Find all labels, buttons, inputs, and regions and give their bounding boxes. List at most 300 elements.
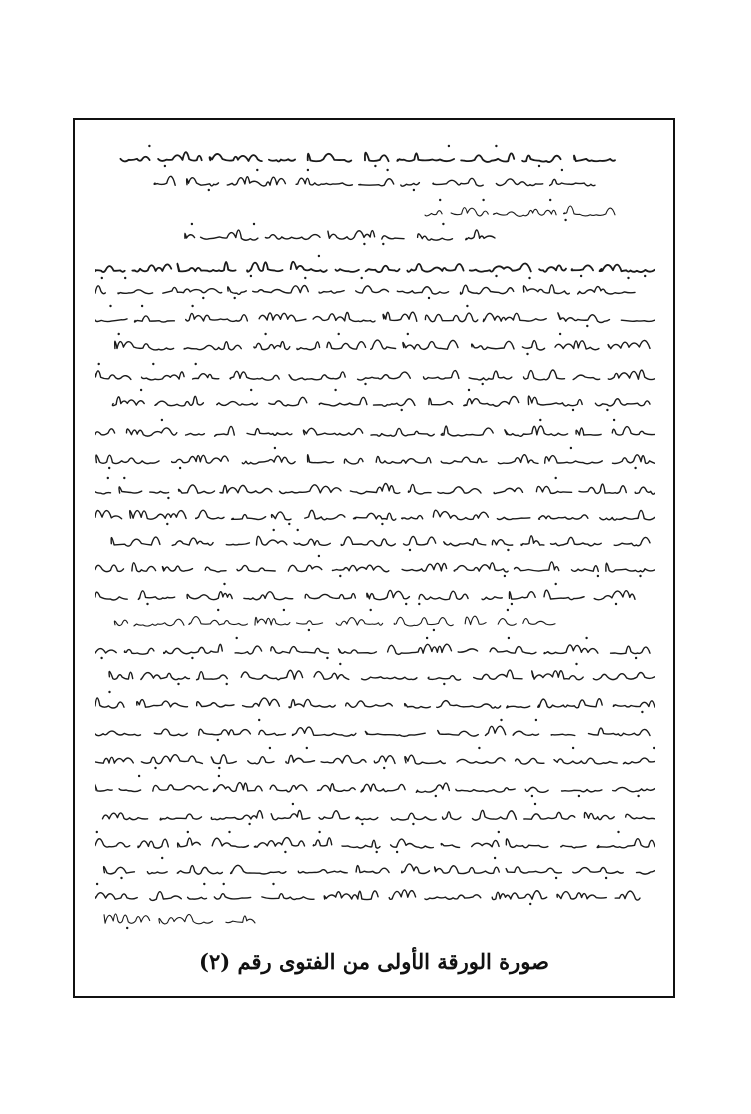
diacritic-dot [306,747,308,749]
handwriting-stroke [269,397,307,406]
handwriting-stroke [402,516,423,519]
handwriting-stroke [505,426,568,436]
handwriting-stroke [611,646,650,654]
handwriting-stroke [95,784,112,792]
handwriting-stroke [241,670,302,680]
handwriting-stroke [376,456,431,463]
handwriting-stroke [506,867,561,873]
handwriting-stroke [456,788,515,792]
diacritic-dot [107,477,109,479]
handwriting-stroke [297,621,323,625]
diacritic-dot [164,165,166,167]
handwriting-stroke [558,313,610,323]
handwriting-stroke [600,265,655,272]
handwriting-stroke [469,371,512,380]
handwriting-stroke [244,592,293,600]
diacritic-dot [138,775,140,777]
handwriting-stroke [525,787,548,792]
handwriting-stroke [134,619,184,626]
handwriting-stroke [141,673,190,680]
handwriting-stroke [536,486,571,493]
diacritic-dot [120,877,122,879]
handwriting-stroke [562,790,602,792]
handwriting-stroke [319,811,349,819]
diacritic-dot [264,333,266,335]
diacritic-dot [405,603,407,605]
handwriting-stroke [606,563,655,572]
handwriting-stroke [563,206,615,216]
handwriting-stroke [600,510,655,520]
diacritic-dot [258,719,260,721]
handwriting-stroke [472,840,499,846]
handwriting-stroke [305,594,355,599]
diacritic-dot [578,795,580,797]
handwriting-stroke [593,672,655,679]
handwriting-stroke [95,592,127,600]
handwriting-stroke [209,154,261,161]
diacritic-dot [442,223,444,225]
handwriting-stroke [573,375,600,379]
diacritic-dot [361,823,363,825]
handwriting-stroke [635,487,655,494]
handwriting-stroke [269,159,295,161]
handwriting-stroke [291,262,327,272]
diacritic-dot [140,389,142,391]
handwriting-stroke [172,538,213,545]
diacritic-dot [507,609,509,611]
handwriting-stroke [164,644,223,653]
diacritic-dot [508,637,510,639]
handwriting-stroke [189,617,248,626]
handwriting-stroke [138,591,174,600]
handwriting-stroke [416,783,449,792]
handwriting-stroke [523,619,555,625]
handwriting-stroke [255,617,290,625]
handwriting-stroke [313,312,375,322]
diacritic-dot [218,775,220,777]
diacritic-dot [538,165,540,167]
handwriting-stroke [248,757,274,764]
handwriting-stroke [391,813,436,820]
diacritic-dot [644,275,646,277]
diacritic-dot [274,447,276,449]
handwriting-stroke [405,755,445,764]
handwriting-stroke [154,729,187,736]
handwriting-stroke [95,371,131,380]
handwriting-stroke [259,313,306,321]
diacritic-dot [466,305,468,307]
diacritic-dot [617,831,619,833]
handwriting-stroke [305,510,345,519]
diacritic-dot [96,883,98,885]
diacritic-dot [376,851,378,853]
handwriting-stroke [296,178,352,185]
handwriting-stroke [482,597,502,600]
handwriting-stroke [96,455,159,464]
handwriting-stroke [211,811,262,820]
diacritic-dot [418,603,420,605]
handwriting-stroke [232,515,266,520]
diacritic-dot [531,795,533,797]
handwriting-stroke [494,488,522,494]
handwriting-stroke [438,487,481,494]
handwriting-stroke [584,812,614,819]
handwriting-stroke [538,699,602,708]
handwriting-stroke [197,672,228,680]
diacritic-dot [195,363,197,365]
page-frame [73,118,675,998]
handwriting-stroke [371,428,434,436]
diacritic-dot [478,747,480,749]
diacritic-dot [187,831,189,833]
diacritic-dot [504,575,506,577]
handwriting-stroke [262,894,314,900]
diacritic-dot [572,409,574,411]
diacritic-dot [208,189,210,191]
diacritic-dot [407,333,409,335]
handwriting-stroke [356,866,389,873]
handwriting-stroke [419,591,468,599]
handwriting-stroke [95,266,125,272]
handwriting-stroke [371,340,396,349]
handwriting-stroke [247,262,282,271]
diacritic-dot [202,297,204,299]
handwriting-stroke [342,840,380,848]
handwriting-stroke [405,704,431,708]
diacritic-dot [141,305,143,307]
diacritic-dot [500,719,502,721]
handwriting-stroke [425,313,477,322]
handwriting-stroke [177,262,235,271]
diacritic-dot [428,297,430,299]
handwriting-stroke [594,591,635,600]
diacritic-dot [226,683,228,685]
handwriting-stroke [127,428,177,436]
diacritic-dot [555,583,557,585]
diacritic-dot [177,683,179,685]
handwriting-stroke [544,590,584,599]
handwriting-stroke [328,231,375,240]
diacritic-dot [154,767,156,769]
diacritic-dot [339,663,341,665]
handwriting-stroke [522,341,544,350]
handwriting-stroke [444,539,486,546]
diacritic-dot [269,747,271,749]
diacritic-dot [381,523,383,525]
diacritic-dot [627,277,629,279]
handwriting-stroke [626,814,655,819]
handwriting-stroke [490,647,536,654]
diacritic-dot [339,575,341,577]
handwriting-stroke [524,370,565,380]
handwriting-stroke [95,731,141,736]
diacritic-dot [526,353,528,355]
handwriting-stroke [303,428,362,435]
handwriting-stroke [259,730,286,735]
handwriting-stroke [555,341,599,350]
diacritic-dot [288,523,290,525]
handwriting-stroke [220,485,272,493]
handwriting-stroke [441,844,459,848]
diacritic-dot [409,549,411,551]
diacritic-dot [361,277,363,279]
diacritic-dot [382,243,384,245]
handwriting-stroke [95,319,127,322]
diacritic-dot [494,857,496,859]
page-caption: صورة الورقة الأولى من الفتوى رقم (٢) [199,949,549,974]
handwriting-stroke [407,264,463,272]
handwriting-stroke [539,515,588,519]
handwriting-stroke [292,727,356,736]
diacritic-dot [161,419,163,421]
handwriting-stroke [509,592,535,599]
handwriting-stroke [254,838,304,848]
handwriting-stroke [496,179,542,186]
handwriting-stroke [160,814,201,820]
handwriting-stroke [104,914,150,923]
diacritic-dot [108,691,110,693]
handwriting-stroke [120,157,149,162]
diacritic-dot [318,555,320,557]
handwriting-stroke [147,872,167,874]
handwriting-stroke [623,758,655,764]
handwriting-stroke [397,153,454,161]
handwriting-stroke [428,676,460,680]
diacritic-dot [148,145,150,147]
diacritic-dot [555,477,557,479]
handwriting-stroke [524,812,575,819]
handwriting-stroke [103,813,148,820]
handwriting-stroke [383,312,417,321]
handwriting-stroke [358,372,411,380]
diacritic-dot [363,243,365,245]
diacritic-dot [217,739,219,741]
diacritic-dot [334,389,336,391]
handwriting-stroke [613,701,655,707]
handwriting-stroke [187,178,219,186]
handwriting-stroke [132,264,171,271]
diacritic-dot [118,333,120,335]
handwriting-stroke [551,537,602,546]
handwriting-stroke [95,492,111,494]
handwriting-stroke [425,211,442,216]
handwriting-stroke [507,706,530,708]
handwriting-stroke [242,456,295,464]
handwriting-stroke [155,396,204,406]
handwriting-stroke [237,565,275,571]
handwriting-stroke [532,671,584,680]
handwriting-stroke [485,726,505,735]
handwriting-stroke [119,487,142,493]
diacritic-dot [495,275,497,277]
handwriting-stroke [184,342,241,350]
diacritic-dot [641,711,643,713]
diacritic-dot [217,609,219,611]
handwriting-stroke [341,537,395,546]
diacritic-dot [511,603,513,605]
handwriting-stroke [228,287,247,294]
diacritic-dot [248,823,250,825]
diacritic-dot [597,575,599,577]
diacritic-dot [109,305,111,307]
handwriting-stroke [551,734,575,735]
handwriting-stroke [425,895,481,900]
handwriting-stroke [186,433,205,435]
diacritic-dot [284,851,286,853]
diacritic-dot [635,657,637,659]
handwriting-stroke [154,176,175,185]
handwriting-stroke [253,285,309,293]
diacritic-dot [234,297,236,299]
handwriting-stroke [492,540,512,546]
handwriting-stroke [365,153,389,162]
handwriting-stroke [544,645,598,654]
handwriting-stroke [95,286,105,294]
diacritic-dot [561,169,563,171]
handwriting-stroke [211,755,236,764]
handwritten-manuscript [95,142,655,932]
diacritic-dot [439,199,441,201]
handwriting-stroke [153,785,208,791]
handwriting-stroke [332,565,388,572]
handwriting-stroke [466,230,495,240]
handwriting-stroke [572,265,594,270]
handwriting-stroke [561,845,586,847]
handwriting-stroke [470,263,531,271]
handwriting-stroke [597,839,655,848]
handwriting-stroke [458,649,477,652]
handwriting-stroke [150,491,169,493]
diacritic-dot [534,803,536,805]
diacritic-dot [498,831,500,833]
handwriting-stroke [474,670,522,679]
diacritic-dot [123,477,125,479]
diacritic-dot [482,383,484,385]
diacritic-dot [549,199,551,201]
diacritic-dot [292,803,294,805]
handwriting-stroke [197,702,234,707]
handwriting-stroke [226,543,249,545]
handwriting-stroke [483,313,546,321]
diacritic-dot [100,657,102,659]
handwriting-stroke [576,428,601,435]
handwriting-stroke [104,867,135,874]
handwriting-stroke [119,789,141,792]
handwriting-stroke [545,456,603,464]
handwriting-stroke [521,536,544,546]
diacritic-dot [383,767,385,769]
handwriting-stroke [522,156,561,163]
diacritic-dot [304,277,306,279]
diacritic-dot [585,637,587,639]
diacritic-dot [433,629,435,631]
handwriting-stroke [230,371,279,380]
handwriting-stroke [397,287,448,294]
diacritic-dot [297,529,299,531]
handwriting-stroke [115,341,174,350]
handwriting-stroke [361,784,405,792]
handwriting-stroke [637,871,655,875]
diacritic-dot [256,169,258,171]
diacritic-dot [482,199,484,201]
handwriting-stroke [464,396,519,406]
diacritic-dot [613,419,615,421]
handwriting-stroke [498,619,516,626]
diacritic-dot [507,549,509,551]
handwriting-stroke [473,810,517,820]
handwriting-stroke [433,178,483,186]
handwriting-stroke [95,565,124,572]
diacritic-dot [396,851,398,853]
diacritic-dot [223,883,225,885]
diacritic-dot [370,609,372,611]
handwriting-stroke [319,291,344,294]
handwriting-stroke [265,235,320,240]
handwriting-stroke [214,894,250,899]
handwriting-stroke [539,265,566,271]
handwriting-stroke [188,897,207,899]
diacritic-dot [228,831,230,833]
handwriting-stroke [112,397,144,406]
diacritic-dot [101,277,103,279]
diacritic-dot [374,165,376,167]
diacritic-dot [586,325,588,327]
handwriting-stroke [286,755,315,763]
diacritic-dot [152,363,154,365]
diacritic-dot [318,831,320,833]
diacritic-dot [412,823,414,825]
handwriting-stroke [441,426,493,436]
handwriting-stroke [460,285,513,294]
handwriting-stroke [212,838,248,847]
diacritic-dot [443,683,445,685]
diacritic-dot [364,383,366,385]
handwriting-stroke [516,758,544,764]
handwriting-stroke [497,517,529,519]
handwriting-stroke [314,672,349,680]
handwriting-stroke [441,457,487,463]
diacritic-dot [191,305,193,307]
diacritic-dot [96,831,98,833]
handwriting-stroke [589,728,651,736]
handwriting-stroke [205,567,226,572]
handwriting-stroke [435,866,500,874]
handwriting-stroke [433,510,488,520]
handwriting-stroke [271,810,310,819]
handwriting-stroke [141,755,202,764]
handwriting-stroke [308,154,352,162]
handwriting-stroke [118,290,153,294]
diacritic-dot [606,409,608,411]
handwriting-stroke [95,757,133,763]
handwriting-stroke [350,483,399,493]
handwriting-stroke [247,429,292,436]
handwriting-stroke [438,730,479,736]
diacritic-dot [161,857,163,859]
diacritic-dot [273,529,275,531]
handwriting-stroke [172,455,229,463]
handwriting-stroke [185,233,195,238]
handwriting-stroke [346,701,393,707]
handwriting-stroke [356,286,389,293]
diacritic-dot [307,169,309,171]
handwriting-stroke [391,839,434,848]
diacritic-dot [218,767,220,769]
diacritic-dot [435,795,437,797]
diacritic-dot [401,409,403,411]
handwriting-stroke [608,370,655,379]
handwriting-stroke [95,649,116,654]
